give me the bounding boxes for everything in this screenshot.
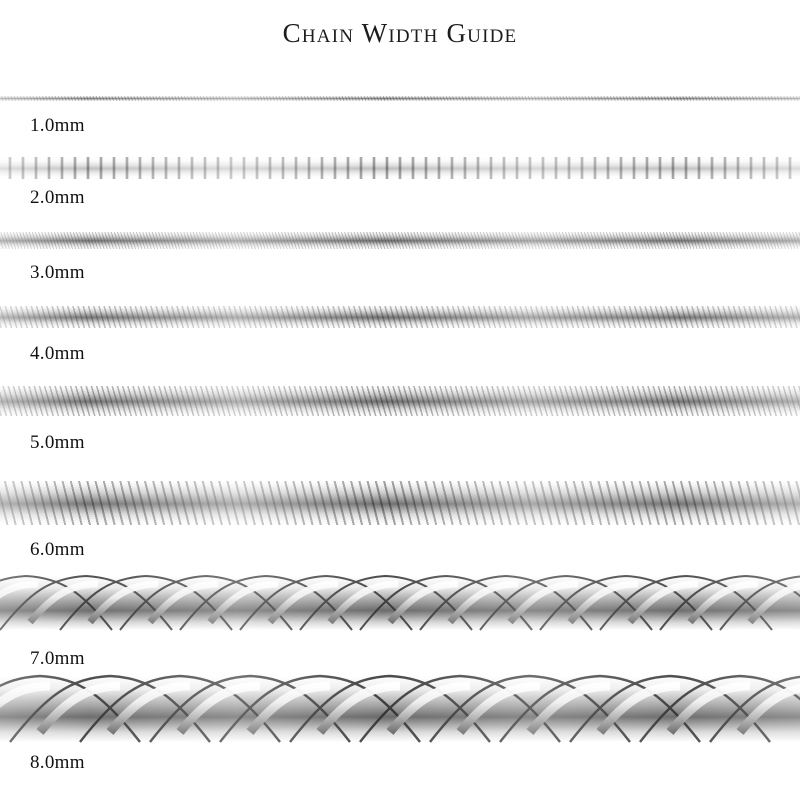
- chain-link-texture: [0, 386, 800, 416]
- chain-label-1-0mm: 1.0mm: [30, 115, 85, 136]
- chain-link-texture: [0, 481, 800, 525]
- chain-link-texture: [0, 306, 800, 328]
- chain-graphic-5-0mm: [0, 386, 800, 416]
- chain-label-6-0mm: 6.0mm: [30, 539, 85, 560]
- chain-graphic-2-0mm: [0, 157, 800, 179]
- rope-chain-illustration: [0, 672, 800, 746]
- chain-label-7-0mm: 7.0mm: [30, 648, 85, 669]
- chain-graphic-3-0mm: [0, 232, 800, 249]
- rope-chain-illustration: [0, 572, 800, 634]
- chain-graphic-8-0mm: [0, 672, 800, 746]
- chain-link-texture: [0, 232, 800, 249]
- chain-link-texture: [0, 96, 800, 101]
- chain-graphic-1-0mm: [0, 96, 800, 101]
- chain-bead-texture: [0, 157, 800, 179]
- chain-graphic-6-0mm: [0, 481, 800, 525]
- page-title: Chain Width Guide: [282, 18, 518, 48]
- chain-graphic-4-0mm: [0, 306, 800, 328]
- chain-graphic-7-0mm: [0, 572, 800, 634]
- chain-label-4-0mm: 4.0mm: [30, 343, 85, 364]
- chain-label-3-0mm: 3.0mm: [30, 262, 85, 283]
- chain-label-2-0mm: 2.0mm: [30, 187, 85, 208]
- chain-label-5-0mm: 5.0mm: [30, 432, 85, 453]
- chain-label-8-0mm: 8.0mm: [30, 752, 85, 773]
